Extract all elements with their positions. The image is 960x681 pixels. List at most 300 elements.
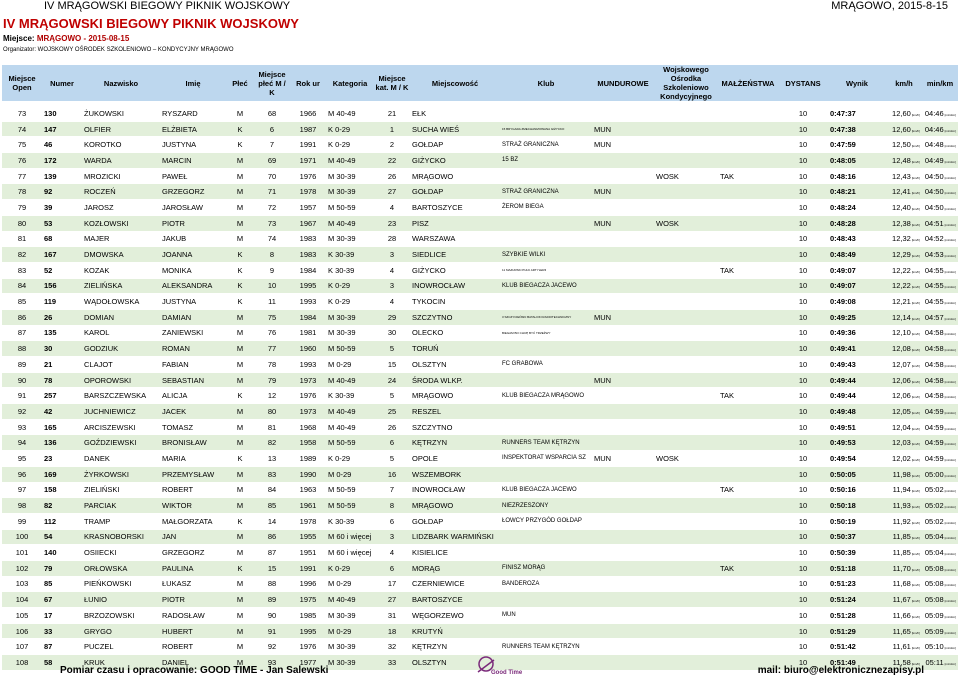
cell-number: 46 — [42, 137, 82, 153]
cell-surname: TRAMP — [82, 513, 160, 529]
cell-surname: GOŹDZIEWSKI — [82, 435, 160, 451]
cell-uniformed — [592, 294, 654, 310]
cell-surname: KAROL — [82, 325, 160, 341]
cell-wosk: WOSK — [654, 168, 718, 184]
cell-number: 140 — [42, 545, 82, 561]
cell-club: ŁOWCY PRZYGÓD GOŁDAP — [500, 513, 592, 529]
cell-speed: 11,85[km/h] — [886, 529, 922, 545]
cell-marriage — [718, 341, 778, 357]
cell-number: 39 — [42, 200, 82, 216]
cell-distance: 10 — [778, 137, 828, 153]
cell-birth-year: 1967 — [290, 215, 326, 231]
cell-first-name: ROMAN — [160, 341, 226, 357]
cell-place-category: 27 — [374, 184, 410, 200]
unit-kmh: [km/h] — [911, 567, 920, 572]
cell-place-open: 95 — [2, 451, 42, 467]
unit-kmh: [km/h] — [911, 505, 920, 510]
cell-number: 147 — [42, 121, 82, 137]
cell-place-category: 7 — [374, 482, 410, 498]
cell-number: 52 — [42, 262, 82, 278]
cell-category: M 30-39 — [326, 639, 374, 655]
cell-birth-year: 1958 — [290, 435, 326, 451]
cell-number: 21 — [42, 357, 82, 373]
cell-distance: 10 — [778, 404, 828, 420]
cell-sex: M — [226, 608, 254, 624]
cell-first-name: MARIA — [160, 451, 226, 467]
cell-result: 0:49:53 — [828, 435, 886, 451]
cell-place-open: 108 — [2, 655, 42, 671]
cell-surname: ZIELIŃSKI — [82, 482, 160, 498]
cell-place-open: 98 — [2, 498, 42, 514]
cell-surname: ŻUKOWSKI — [82, 106, 160, 121]
table-row — [2, 309, 958, 325]
cell-birth-year: 1963 — [290, 482, 326, 498]
unit-kmh: [km/h] — [911, 128, 920, 133]
cell-category: M 40-49 — [326, 592, 374, 608]
unit-kmh: [km/h] — [911, 285, 920, 290]
place-label: Miejsce: — [3, 34, 35, 43]
cell-first-name: JUSTYNA — [160, 294, 226, 310]
cell-sex: M — [226, 309, 254, 325]
cell-place-sex: 85 — [254, 498, 290, 514]
cell-place-category: 4 — [374, 545, 410, 561]
cell-town: WSZEMBORK — [410, 466, 500, 482]
cell-uniformed — [592, 388, 654, 404]
cell-number: 130 — [42, 106, 82, 121]
cell-place-open: 92 — [2, 404, 42, 420]
cell-first-name: GRZEGORZ — [160, 184, 226, 200]
col-club: Klub — [500, 65, 592, 101]
cell-number: 257 — [42, 388, 82, 404]
cell-first-name: SEBASTIAN — [160, 372, 226, 388]
cell-surname: PARCIAK — [82, 498, 160, 514]
cell-wosk — [654, 545, 718, 561]
cell-pace: 04:46[min/km] — [922, 121, 958, 137]
results-body — [2, 101, 958, 670]
cell-category: M 30-39 — [326, 309, 374, 325]
cell-place-category: 15 — [374, 357, 410, 373]
col-name: Imię — [160, 65, 226, 101]
cell-pace: 04:53[min/km] — [922, 247, 958, 263]
cell-club — [500, 168, 592, 184]
cell-uniformed: MUN — [592, 137, 654, 153]
cell-first-name: JUSTYNA — [160, 137, 226, 153]
cell-place-category: 3 — [374, 247, 410, 263]
cell-distance: 10 — [778, 466, 828, 482]
cell-place-sex: 76 — [254, 325, 290, 341]
cell-place-category: 26 — [374, 419, 410, 435]
cell-town: OPOLE — [410, 451, 500, 467]
unit-minkm: [min/km] — [944, 222, 956, 227]
cell-first-name: PAULINA — [160, 560, 226, 576]
cell-result: 0:50:39 — [828, 545, 886, 561]
cell-club: RUNNERS TEAM KĘTRZYN — [500, 435, 592, 451]
cell-first-name: BRONISŁAW — [160, 435, 226, 451]
cell-town: KĘTRZYN — [410, 639, 500, 655]
cell-distance: 10 — [778, 106, 828, 121]
unit-minkm: [min/km] — [944, 520, 956, 525]
cell-sex: M — [226, 655, 254, 671]
unit-kmh: [km/h] — [911, 599, 920, 604]
cell-distance: 10 — [778, 608, 828, 624]
cell-place-sex: 80 — [254, 404, 290, 420]
cell-uniformed — [592, 498, 654, 514]
unit-minkm: [min/km] — [944, 505, 956, 510]
place-value: MRĄGOWO - 2015-08-15 — [36, 34, 130, 43]
cell-place-sex: 13 — [254, 451, 290, 467]
cell-wosk — [654, 513, 718, 529]
cell-distance: 10 — [778, 247, 828, 263]
cell-number: 26 — [42, 309, 82, 325]
cell-place-category: 4 — [374, 200, 410, 216]
cell-town: RESZEL — [410, 404, 500, 420]
cell-birth-year: 1976 — [290, 639, 326, 655]
cell-number: 112 — [42, 513, 82, 529]
place-line — [3, 34, 960, 44]
cell-town: OLSZTYN — [410, 655, 500, 671]
cell-sex: M — [226, 466, 254, 482]
cell-category: M 60 i więcej — [326, 545, 374, 561]
cell-club: KLUB BIEGACZA JACEWO — [500, 278, 592, 294]
table-row — [2, 137, 958, 153]
cell-wosk — [654, 184, 718, 200]
cell-town: GOŁDAP — [410, 137, 500, 153]
cell-place-open: 76 — [2, 153, 42, 169]
cell-wosk — [654, 435, 718, 451]
cell-sex: M — [226, 592, 254, 608]
unit-kmh: [km/h] — [911, 348, 920, 353]
cell-wosk — [654, 294, 718, 310]
col-minkm: min/km — [922, 65, 958, 101]
cell-place-open: 83 — [2, 262, 42, 278]
cell-uniformed — [592, 325, 654, 341]
cell-surname: PUCZEL — [82, 639, 160, 655]
cell-category: K 30-39 — [326, 247, 374, 263]
cell-category: K 0-29 — [326, 278, 374, 294]
cell-club: STRAŻ GRANICZNA — [500, 137, 592, 153]
cell-marriage: TAK — [718, 482, 778, 498]
cell-place-open: 85 — [2, 294, 42, 310]
unit-kmh: [km/h] — [911, 410, 920, 415]
cell-distance: 10 — [778, 278, 828, 294]
cell-result: 0:51:42 — [828, 639, 886, 655]
cell-category: K 0-29 — [326, 137, 374, 153]
cell-surname: JUCHNIEWICZ — [82, 404, 160, 420]
cell-uniformed — [592, 404, 654, 420]
unit-kmh: [km/h] — [911, 191, 920, 196]
cell-speed: 12,22[km/h] — [886, 262, 922, 278]
cell-surname: KRUK — [82, 655, 160, 671]
unit-minkm: [min/km] — [944, 238, 956, 243]
cell-speed: 11,98[km/h] — [886, 466, 922, 482]
cell-surname: OSIIECKI — [82, 545, 160, 561]
cell-number: 82 — [42, 498, 82, 514]
cell-result: 0:51:18 — [828, 560, 886, 576]
cell-first-name: ROBERT — [160, 482, 226, 498]
cell-first-name: TOMASZ — [160, 419, 226, 435]
cell-club: BIEGAM BO CHCĘ BYĆ TRZEŹWY — [500, 325, 592, 341]
cell-marriage — [718, 372, 778, 388]
cell-town: OLECKO — [410, 325, 500, 341]
unit-minkm: [min/km] — [944, 112, 956, 117]
cell-category: M 40-49 — [326, 106, 374, 121]
cell-town: OLSZTYN — [410, 357, 500, 373]
cell-club — [500, 341, 592, 357]
unit-minkm: [min/km] — [944, 599, 956, 604]
cell-pace: 04:52[min/km] — [922, 231, 958, 247]
cell-result: 0:48:43 — [828, 231, 886, 247]
cell-category: M 30-39 — [326, 231, 374, 247]
cell-place-sex: 87 — [254, 545, 290, 561]
cell-club: FINISZ MORĄG — [500, 560, 592, 576]
cell-speed: 11,68[km/h] — [886, 576, 922, 592]
cell-sex: M — [226, 325, 254, 341]
cell-uniformed: MUN — [592, 215, 654, 231]
cell-place-sex: 8 — [254, 247, 290, 263]
cell-speed: 12,22[km/h] — [886, 278, 922, 294]
cell-birth-year: 1955 — [290, 529, 326, 545]
unit-minkm: [min/km] — [944, 630, 956, 635]
cell-sex: K — [226, 513, 254, 529]
header-row — [2, 65, 958, 101]
cell-uniformed — [592, 200, 654, 216]
table-row — [2, 498, 958, 514]
cell-marriage — [718, 592, 778, 608]
cell-birth-year: 1976 — [290, 168, 326, 184]
cell-marriage — [718, 153, 778, 169]
cell-pace: 05:08[min/km] — [922, 592, 958, 608]
cell-uniformed — [592, 435, 654, 451]
cell-uniformed — [592, 247, 654, 263]
cell-result: 0:48:05 — [828, 153, 886, 169]
cell-result: 0:49:44 — [828, 372, 886, 388]
cell-place-category: 5 — [374, 341, 410, 357]
cell-place-open: 80 — [2, 215, 42, 231]
cell-first-name: JAROSŁAW — [160, 200, 226, 216]
cell-speed: 12,07[km/h] — [886, 357, 922, 373]
cell-sex: K — [226, 262, 254, 278]
cell-category: M 60 i więcej — [326, 529, 374, 545]
cell-distance: 10 — [778, 545, 828, 561]
cell-result: 0:47:38 — [828, 121, 886, 137]
unit-minkm: [min/km] — [944, 316, 956, 321]
cell-sex: M — [226, 106, 254, 121]
cell-pace: 04:55[min/km] — [922, 294, 958, 310]
cell-distance: 10 — [778, 655, 828, 671]
cell-place-sex: 78 — [254, 357, 290, 373]
cell-place-category: 6 — [374, 435, 410, 451]
cell-pace: 05:11[min/km] — [922, 655, 958, 671]
cell-category: K 30-39 — [326, 388, 374, 404]
cell-wosk — [654, 372, 718, 388]
table-row — [2, 451, 958, 467]
cell-distance: 10 — [778, 341, 828, 357]
cell-first-name: FABIAN — [160, 357, 226, 373]
cell-distance: 10 — [778, 262, 828, 278]
cell-first-name: PRZEMYSŁAW — [160, 466, 226, 482]
cell-place-open: 88 — [2, 341, 42, 357]
cell-surname: OLFIER — [82, 121, 160, 137]
cell-birth-year: 1960 — [290, 341, 326, 357]
cell-category: M 50-59 — [326, 200, 374, 216]
cell-category: M 50-59 — [326, 482, 374, 498]
cell-sex: M — [226, 576, 254, 592]
cell-pace: 05:02[min/km] — [922, 482, 958, 498]
cell-pace: 05:04[min/km] — [922, 529, 958, 545]
cell-birth-year: 1996 — [290, 576, 326, 592]
cell-first-name: JACEK — [160, 404, 226, 420]
cell-sex: M — [226, 215, 254, 231]
cell-pace: 04:58[min/km] — [922, 341, 958, 357]
cell-number: 33 — [42, 623, 82, 639]
col-uniformed: MUNDUROWE — [592, 65, 654, 101]
cell-sex: M — [226, 184, 254, 200]
cell-marriage — [718, 529, 778, 545]
cell-town: GIŻYCKO — [410, 262, 500, 278]
cell-pace: 04:51[min/km] — [922, 215, 958, 231]
cell-speed: 12,29[km/h] — [886, 247, 922, 263]
cell-sex: K — [226, 388, 254, 404]
cell-speed: 12,10[km/h] — [886, 325, 922, 341]
cell-uniformed — [592, 576, 654, 592]
cell-surname: ZIELIŃSKA — [82, 278, 160, 294]
cell-place-open: 99 — [2, 513, 42, 529]
unit-kmh: [km/h] — [911, 363, 920, 368]
cell-surname: OPOROWSKI — [82, 372, 160, 388]
col-wosk: Wojskowego Ośrodka Szkoleniowo Kondycyjnego — [654, 65, 718, 101]
cell-number: 23 — [42, 451, 82, 467]
svg-text:Good Time: Good Time — [491, 670, 523, 676]
cell-surname: BRZOZOWSKI — [82, 608, 160, 624]
cell-sex: M — [226, 498, 254, 514]
cell-result: 0:49:51 — [828, 419, 886, 435]
cell-category: K 0-29 — [326, 451, 374, 467]
cell-place-category: 26 — [374, 168, 410, 184]
cell-town: MRĄGOWO — [410, 168, 500, 184]
cell-birth-year: 1968 — [290, 419, 326, 435]
cell-speed: 12,40[km/h] — [886, 200, 922, 216]
cell-place-category: 27 — [374, 592, 410, 608]
cell-place-sex: 11 — [254, 294, 290, 310]
table-row — [2, 200, 958, 216]
cell-category: M 30-39 — [326, 608, 374, 624]
cell-club: SZYBKIE WILKI — [500, 247, 592, 263]
cell-result: 0:47:59 — [828, 137, 886, 153]
cell-distance: 10 — [778, 451, 828, 467]
cell-marriage — [718, 247, 778, 263]
cell-distance: 10 — [778, 513, 828, 529]
cell-marriage — [718, 309, 778, 325]
cell-wosk — [654, 498, 718, 514]
cell-wosk — [654, 341, 718, 357]
unit-kmh: [km/h] — [911, 269, 920, 274]
cell-result: 0:50:37 — [828, 529, 886, 545]
cell-town: KISIELICE — [410, 545, 500, 561]
cell-surname: DOMIAN — [82, 309, 160, 325]
cell-place-open: 100 — [2, 529, 42, 545]
cell-speed: 11,94[km/h] — [886, 482, 922, 498]
cell-number: 67 — [42, 592, 82, 608]
cell-distance: 10 — [778, 121, 828, 137]
cell-town: SIEDLICE — [410, 247, 500, 263]
cell-uniformed: MUN — [592, 372, 654, 388]
cell-club — [500, 372, 592, 388]
cell-surname: ŁUNIO — [82, 592, 160, 608]
cell-marriage — [718, 404, 778, 420]
cell-place-sex: 73 — [254, 215, 290, 231]
cell-distance: 10 — [778, 168, 828, 184]
cell-uniformed — [592, 623, 654, 639]
cell-category: K 0-29 — [326, 294, 374, 310]
cell-marriage — [718, 278, 778, 294]
cell-birth-year: 1978 — [290, 513, 326, 529]
cell-first-name: ŁUKASZ — [160, 576, 226, 592]
cell-sex: M — [226, 545, 254, 561]
unit-kmh: [km/h] — [911, 206, 920, 211]
cell-club: 15 BZ — [500, 153, 592, 169]
unit-kmh: [km/h] — [911, 473, 920, 478]
cell-place-open: 106 — [2, 623, 42, 639]
col-kmh: km/h — [886, 65, 922, 101]
table-row — [2, 639, 958, 655]
cell-number: 79 — [42, 560, 82, 576]
cell-wosk — [654, 121, 718, 137]
unit-minkm: [min/km] — [944, 332, 956, 337]
cell-town: BARTOSZYCE — [410, 592, 500, 608]
footer — [0, 662, 960, 678]
cell-sex: M — [226, 153, 254, 169]
cell-category: M 0-29 — [326, 623, 374, 639]
cell-wosk — [654, 529, 718, 545]
cell-sex: M — [226, 404, 254, 420]
table-row — [2, 560, 958, 576]
cell-speed: 12,02[km/h] — [886, 451, 922, 467]
col-result: Wynik — [828, 65, 886, 101]
table-row — [2, 466, 958, 482]
cell-marriage — [718, 608, 778, 624]
cell-number: 68 — [42, 231, 82, 247]
cell-number: 169 — [42, 466, 82, 482]
cell-birth-year: 1966 — [290, 106, 326, 121]
cell-place-sex: 91 — [254, 623, 290, 639]
unit-minkm: [min/km] — [944, 583, 956, 588]
cell-place-category: 21 — [374, 106, 410, 121]
cell-place-sex: 14 — [254, 513, 290, 529]
cell-distance: 10 — [778, 435, 828, 451]
cell-place-sex: 74 — [254, 231, 290, 247]
cell-first-name: JOANNA — [160, 247, 226, 263]
cell-place-open: 102 — [2, 560, 42, 576]
cell-place-sex: 15 — [254, 560, 290, 576]
cell-pace: 05:02[min/km] — [922, 513, 958, 529]
cell-birth-year: 1995 — [290, 278, 326, 294]
cell-club: MUN — [500, 608, 592, 624]
cell-place-sex: 86 — [254, 529, 290, 545]
cell-sex: M — [226, 419, 254, 435]
table-row — [2, 215, 958, 231]
cell-pace: 05:08[min/km] — [922, 576, 958, 592]
cell-place-category: 24 — [374, 372, 410, 388]
cell-distance: 10 — [778, 498, 828, 514]
cell-birth-year: 1951 — [290, 545, 326, 561]
cell-town: SZCZYTNO — [410, 309, 500, 325]
cell-wosk — [654, 247, 718, 263]
unit-minkm: [min/km] — [944, 363, 956, 368]
cell-town: KĘTRZYN — [410, 435, 500, 451]
cell-marriage: TAK — [718, 560, 778, 576]
cell-marriage: TAK — [718, 168, 778, 184]
cell-town: MORĄG — [410, 560, 500, 576]
